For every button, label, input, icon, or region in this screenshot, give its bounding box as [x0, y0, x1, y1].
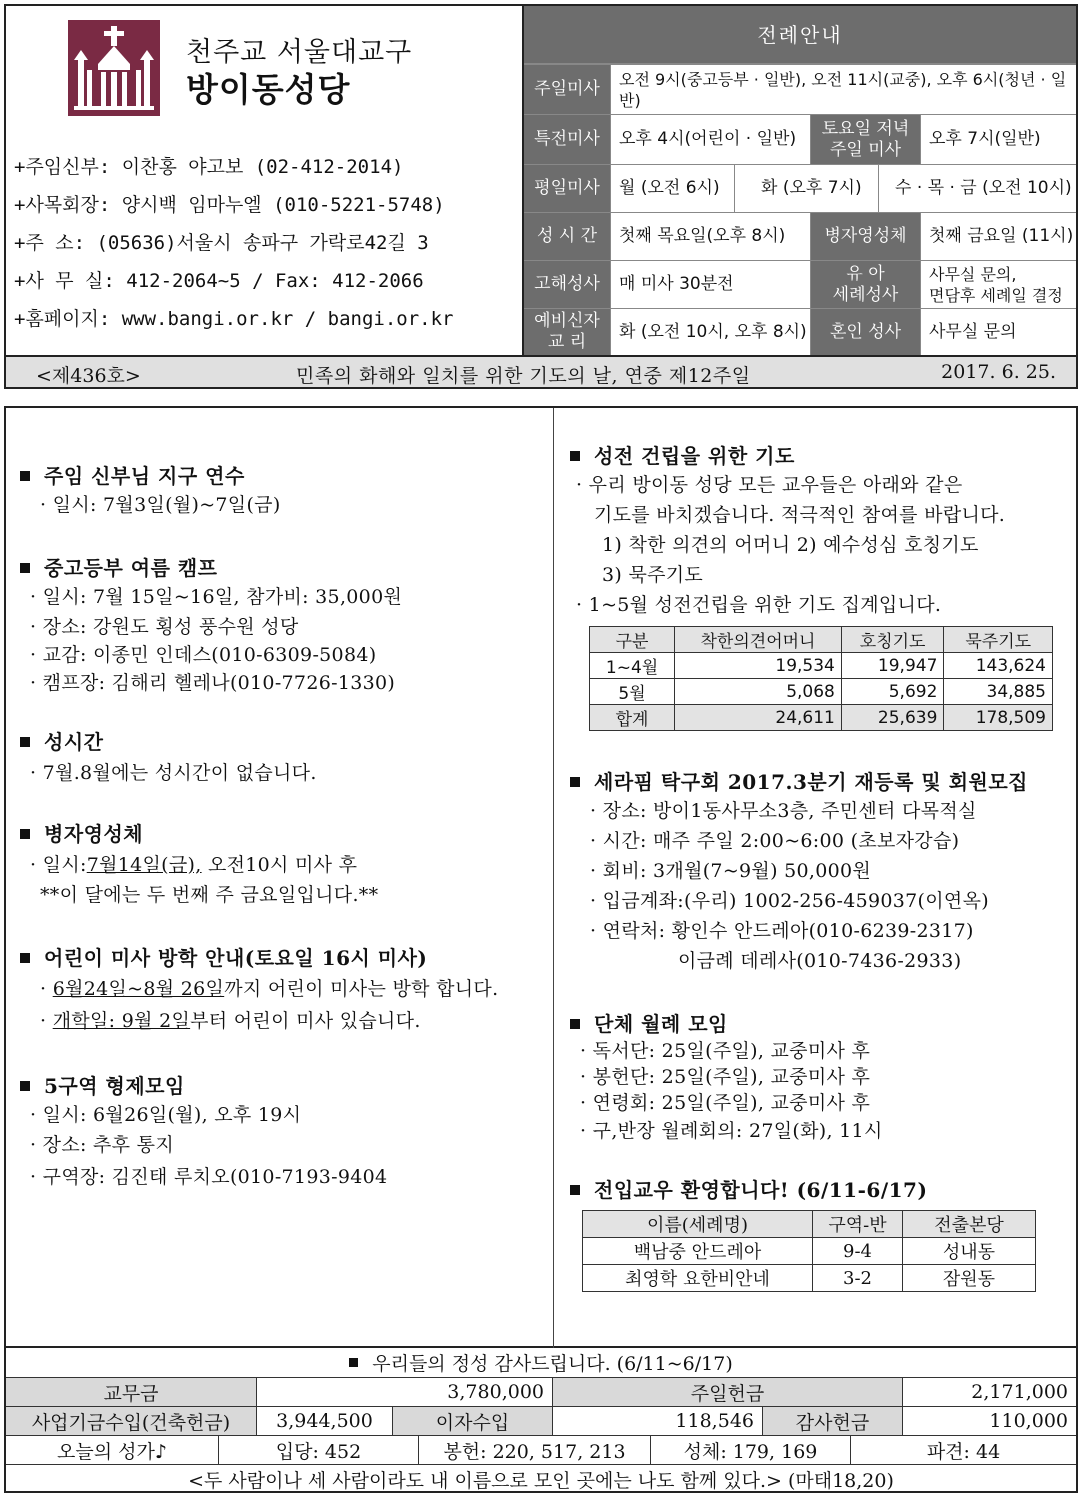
table-cell: 9-4	[813, 1238, 903, 1265]
section-title-text: 5구역 형제모임	[44, 1074, 185, 1098]
table-header: 전출본당	[903, 1211, 1036, 1238]
parish-info	[6, 6, 524, 355]
section-title-text: 전입교우 환영합니다! (6/11-6/17)	[594, 1178, 928, 1202]
square-bullet-icon	[570, 1185, 580, 1195]
table-row	[583, 1238, 1036, 1265]
issue-title: 민족의 화해와 일치를 위한 기도의 날, 연중 제12주일	[296, 365, 751, 387]
group-meeting-lectors: · 독서단: 25일(주일), 교중미사 후	[580, 1040, 871, 1062]
table-header: 착한의견어머니	[675, 627, 842, 653]
table-header: 이름(세례명)	[583, 1211, 813, 1238]
square-bullet-icon	[20, 471, 30, 481]
vigil-mass-times: 오후 4시(어린이 · 일반)	[610, 115, 810, 164]
weekday-mass-label: 평일미사	[524, 165, 610, 212]
square-bullet-icon	[20, 737, 30, 747]
table-tennis-account: · 입금계좌:(우리) 1002-256-459037(이연옥)	[590, 890, 989, 912]
table-cell: 143,624	[944, 653, 1053, 679]
district-meeting-place: · 장소: 추후 통지	[30, 1134, 174, 1156]
contact-homepage: +홈페이지: www.bangi.or.kr / bangi.or.kr	[14, 308, 454, 330]
table-row	[590, 653, 1053, 679]
infant-baptism-info	[920, 261, 1076, 308]
table-tennis-contact-1: · 연락처: 황인수 안드레아(010-6239-2317)	[590, 920, 974, 942]
church-logo-icon	[68, 20, 160, 116]
table-cell: 24,611	[675, 705, 842, 731]
sick-communion-date-prefix: · 일시:	[30, 854, 87, 876]
table-header-row	[583, 1211, 1036, 1238]
sunday-mass-label: 주일미사	[524, 65, 610, 114]
liturgy-row-weekday	[524, 164, 1076, 212]
infant-baptism-info-1: 사무실 문의,	[929, 264, 1017, 284]
table-cell: 1~4월	[590, 653, 675, 679]
issue-number: <제436호>	[36, 365, 141, 387]
district-meeting-date: · 일시: 6월26일(월), 오후 19시	[30, 1104, 302, 1126]
table-cell: 5,068	[675, 679, 842, 705]
group-meeting-funeral: · 연령회: 25일(주일), 교중미사 후	[580, 1092, 871, 1114]
wedding-label: 혼인 성사	[810, 309, 920, 355]
children-mass-vacation-dates: 6월24일~8월 26일	[52, 978, 225, 1000]
square-bullet-icon	[20, 563, 30, 573]
youth-camp-leader: · 캠프장: 김해리 헬레나(010-7726-1330)	[30, 672, 396, 694]
saturday-evening-label-1: 토요일 저녁	[821, 118, 910, 139]
offering-row-2	[6, 1406, 1076, 1435]
table-header: 묵주기도	[944, 627, 1053, 653]
square-bullet-icon	[570, 1019, 580, 1029]
catechumen-time: 화 (오전 10시, 오후 8시)	[610, 309, 810, 355]
section-title-text: 세라핌 탁구회 2017.3분기 재등록 및 회원모집	[594, 770, 1028, 794]
sick-communion-date-suffix: 오전10시 미사 후	[201, 854, 358, 876]
adoration-notice: · 7월.8월에는 성시간이 없습니다.	[30, 762, 317, 784]
section-title-youth-camp	[20, 552, 218, 581]
hymn-offertory: 봉헌: 220, 517, 213	[418, 1436, 650, 1464]
youth-camp-place: · 장소: 강원도 횡성 풍수원 성당	[30, 616, 299, 638]
liturgy-row-catechumen	[524, 308, 1076, 355]
weekday-tuesday: 화 (오후 7시)	[734, 165, 878, 212]
tithe-label: 교무금	[103, 1382, 159, 1405]
adoration-label: 성 시 간	[524, 213, 610, 260]
archdiocese-title: 천주교 서울대교구	[186, 37, 413, 68]
table-header: 구분	[590, 627, 675, 653]
children-mass-vacation-bullet: ·	[40, 978, 53, 1000]
hymn-entrance: 입당: 452	[218, 1436, 418, 1464]
tithe-amount: 3,780,000	[256, 1378, 552, 1406]
table-cell: 5,692	[841, 679, 944, 705]
issue-bar	[6, 355, 1076, 387]
table-cell: 3-2	[813, 1265, 903, 1292]
quote-row	[6, 1464, 1076, 1493]
prayer-items-1-2: 1) 착한 의견의 어머니 2) 예수성심 호칭기도	[602, 534, 979, 556]
table-tennis-fee: · 회비: 3개월(7~9월) 50,000원	[590, 860, 872, 882]
youth-camp-date: · 일시: 7월 15일~16일, 참가비: 35,000원	[30, 586, 403, 608]
contact-office: +사 무 실: 412-2064~5 / Fax: 412-2066	[14, 270, 424, 292]
hymn-label: 오늘의 성가♪	[57, 1440, 167, 1463]
district-meeting-leader: · 구역장: 김진태 루치오(010-7193-9404	[30, 1166, 388, 1188]
infant-baptism-label	[810, 261, 920, 308]
square-bullet-icon	[570, 451, 580, 461]
table-cell: 잠원동	[903, 1265, 1036, 1292]
table-header: 호칭기도	[841, 627, 944, 653]
children-mass-resume-text: 부터 어린이 미사 있습니다.	[190, 1010, 421, 1032]
section-title-pastor-retreat	[20, 460, 245, 489]
weekday-wed-thu-fri: 수 · 목 · 금 (오전 10시)	[878, 165, 1076, 212]
section-title-text: 성전 건립을 위한 기도	[594, 444, 795, 468]
section-title-text: 주임 신부님 지구 연수	[44, 464, 245, 488]
infant-baptism-label-1: 유 아	[846, 263, 885, 284]
square-bullet-icon	[20, 829, 30, 839]
catechumen-label	[524, 309, 610, 355]
square-bullet-icon	[570, 777, 580, 787]
section-title-church-building-prayer	[570, 440, 795, 469]
weekday-monday: 월 (오전 6시)	[610, 165, 734, 212]
sick-communion-date	[30, 850, 357, 877]
bulletin-header	[4, 4, 1078, 389]
catechumen-label-2: 교 리	[547, 332, 587, 352]
sick-communion-time: 첫째 금요일 (11시)	[920, 213, 1076, 260]
interest-income-amount: 118,546	[552, 1407, 762, 1435]
table-header-row	[590, 627, 1053, 653]
bulletin-content	[4, 406, 1078, 1348]
welcome-table	[582, 1210, 1036, 1292]
hymn-row	[6, 1435, 1076, 1464]
vigil-mass-label: 특전미사	[524, 115, 610, 164]
youth-camp-supervisor: · 교감: 이종민 인데스(010-6309-5084)	[30, 644, 377, 666]
section-title-text: 병자영성체	[44, 822, 144, 846]
prayer-item-3: 3) 묵주기도	[602, 564, 704, 586]
section-title-text: 중고등부 여름 캠프	[44, 556, 218, 580]
children-mass-resume	[40, 1006, 421, 1033]
thanksgiving-label: 감사헌금	[762, 1407, 902, 1435]
offering-title-row	[6, 1348, 1076, 1377]
prayer-intro-2: 기도를 바치겠습니다. 적극적인 참여를 바랍니다.	[594, 504, 1006, 526]
confession-time: 매 미사 30분전	[610, 261, 810, 308]
scripture-quote: <두 사람이나 세 사람이라도 내 이름으로 모인 곳에는 나도 함께 있다.> (마태18,20)	[188, 1469, 894, 1492]
liturgy-row-adoration	[524, 212, 1076, 260]
pastor-retreat-date: · 일시: 7월3일(월)~7일(금)	[40, 494, 281, 516]
interest-income-label: 이자수입	[392, 1407, 552, 1435]
section-title-table-tennis	[570, 766, 1028, 795]
sick-communion-date-value: 7월14일(금),	[86, 854, 202, 876]
section-title-group-meetings	[570, 1008, 728, 1037]
liturgy-row-vigil	[524, 114, 1076, 164]
section-title-text: 단체 월례 모임	[594, 1012, 728, 1036]
sunday-collection-amount: 2,171,000	[902, 1378, 1076, 1406]
table-cell: 합계	[590, 705, 675, 731]
sick-communion-note: **이 달에는 두 번째 주 금요일입니다.**	[40, 884, 379, 906]
liturgy-guide	[524, 6, 1076, 355]
saturday-evening-label-2: 주일 미사	[829, 139, 902, 160]
issue-date: 2017. 6. 25.	[941, 361, 1056, 383]
table-cell: 백남중 안드레아	[583, 1238, 813, 1265]
liturgy-row-confession	[524, 260, 1076, 308]
saturday-evening-times: 오후 7시(일반)	[920, 115, 1076, 164]
building-fund-amount: 3,944,500	[256, 1407, 392, 1435]
liturgy-title: 전례안내	[524, 6, 1076, 64]
sick-communion-label: 병자영성체	[810, 213, 920, 260]
section-title-district-meeting	[20, 1070, 185, 1099]
children-mass-vacation-text: 까지 어린이 미사는 방학 합니다.	[224, 978, 499, 1000]
section-title-sick-communion	[20, 818, 143, 847]
saturday-evening-label	[810, 115, 920, 164]
sunday-mass-times: 오전 9시(중고등부 · 일반), 오전 11시(교중), 오후 6시(청년 · 일반)	[610, 65, 1076, 114]
offering-title	[6, 1348, 1076, 1377]
table-cell: 25,639	[841, 705, 944, 731]
table-cell: 최영학 요한비안네	[583, 1265, 813, 1292]
offering-title-text: 우리들의 정성 감사드립니다. (6/11~6/17)	[372, 1353, 733, 1375]
table-cell: 성내동	[903, 1238, 1036, 1265]
table-tennis-contact-2: 이금례 데레사(010-7436-2933)	[678, 950, 962, 972]
column-divider	[553, 408, 554, 1348]
section-title-adoration	[20, 726, 103, 755]
prayer-tally-intro: · 1~5월 성전건립을 위한 기도 집계입니다.	[576, 594, 942, 616]
hymn-recessional: 파견: 44	[850, 1436, 1076, 1464]
building-fund-label: 사업기금수입(건축헌금)	[6, 1407, 256, 1435]
square-bullet-icon	[349, 1358, 358, 1367]
section-title-children-mass	[20, 942, 427, 971]
infant-baptism-info-2: 면담후 세례일 결정	[929, 285, 1063, 305]
infant-baptism-label-2: 세례성사	[832, 284, 899, 305]
section-title-text: 어린이 미사 방학 안내(토요일 16시 미사)	[44, 946, 428, 970]
table-row	[583, 1265, 1036, 1292]
wedding-info: 사무실 문의	[920, 309, 1076, 355]
table-cell: 19,947	[841, 653, 944, 679]
table-tennis-place: · 장소: 방이1동사무소3층, 주민센터 다목적실	[590, 800, 977, 822]
table-header: 구역-반	[813, 1211, 903, 1238]
table-row-total	[590, 705, 1053, 731]
confession-label: 고해성사	[524, 261, 610, 308]
contact-pastor: +주임신부: 이찬홍 야고보 (02-412-2014)	[14, 156, 404, 178]
children-mass-resume-date: 개학일: 9월 2일	[52, 1010, 191, 1032]
catechumen-label-1: 예비신자	[534, 311, 600, 331]
children-mass-resume-bullet: ·	[40, 1010, 53, 1032]
table-cell: 19,534	[675, 653, 842, 679]
table-cell: 34,885	[944, 679, 1053, 705]
square-bullet-icon	[20, 1081, 30, 1091]
table-cell: 5월	[590, 679, 675, 705]
section-title-text: 성시간	[44, 730, 104, 754]
liturgy-row-sunday	[524, 64, 1076, 114]
adoration-time: 첫째 목요일(오후 8시)	[610, 213, 810, 260]
parish-title: 방이동성당	[186, 70, 351, 109]
hymn-communion: 성체: 179, 169	[650, 1436, 850, 1464]
offering-footer	[4, 1348, 1078, 1493]
group-meeting-leaders: · 구,반장 월례회의: 27일(화), 11시	[580, 1120, 883, 1142]
group-meeting-offertory: · 봉헌단: 25일(주일), 교중미사 후	[580, 1066, 871, 1088]
children-mass-vacation	[40, 974, 498, 1001]
sunday-collection-label: 주일헌금	[552, 1378, 902, 1406]
contact-council: +사목회장: 양시백 임마누엘 (010-5221-5748)	[14, 194, 445, 216]
table-tennis-time: · 시간: 매주 주일 2:00~6:00 (초보자강습)	[590, 830, 960, 852]
table-row	[590, 679, 1053, 705]
offering-row-1	[6, 1377, 1076, 1406]
prayer-intro-1: · 우리 방이동 성당 모든 교우들은 아래와 같은	[576, 474, 963, 496]
contact-address: +주 소: (05636)서울시 송파구 가락로42길 3	[14, 232, 429, 254]
section-title-welcome	[570, 1174, 927, 1203]
prayer-tally-table	[589, 626, 1053, 731]
table-cell: 178,509	[944, 705, 1053, 731]
square-bullet-icon	[20, 953, 30, 963]
thanksgiving-amount: 110,000	[902, 1407, 1076, 1435]
